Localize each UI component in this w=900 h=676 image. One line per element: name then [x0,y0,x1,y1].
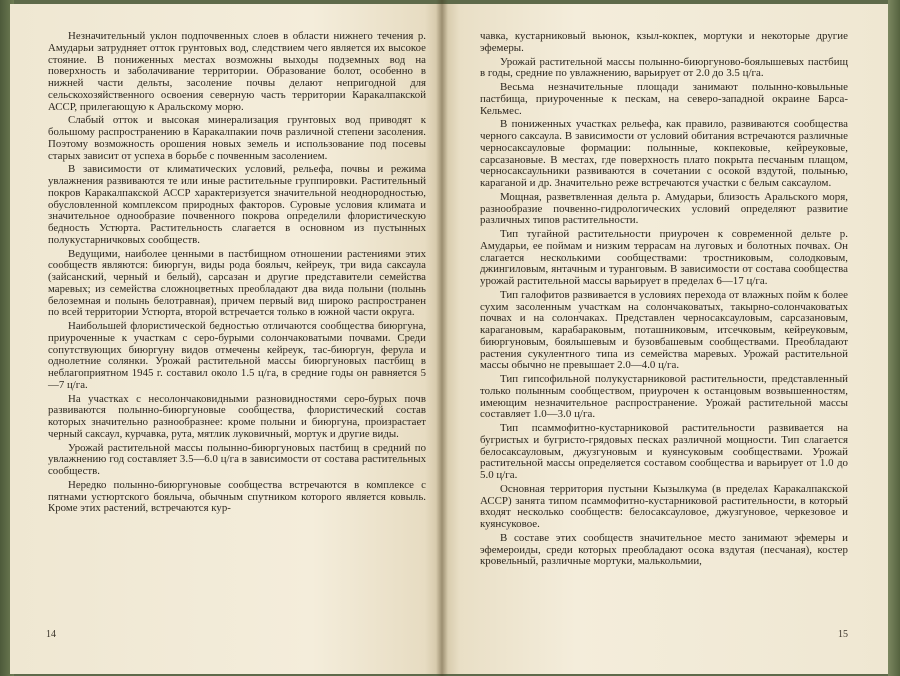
paragraph: Мощная, разветвленная дельта р. Амударьи, близость Аральского моря, разнообразие почвенно-гидрологических условий определяют развитие различных типов растительности. [480,190,848,227]
paragraph: Незначительный уклон подпочвенных слоев в области нижнего течения р. Амударьи затрудняет отток грунтовых вод, следствием чего является их высокое стояние. В пониженных местах возможны выходы подземных вод на поверхность и заболачивание территории. Образование болот, особенно в нижней части дельты, засоление почвы делают непригодной для сельскохозяйственного освоения северную часть территории Каракалпакской АССР, прилегающую к Аральскому морю. [48,30,426,113]
paragraph: Наибольшей флористической бедностью отличаются сообщества биюргуна, приуроченные к участкам с серо-бурыми солончаковатыми почвами. Среди сопутствующих биюргуну видов отмечены кейреук, тас-биюргун, ферула и однолетние солянки. Урожай растительной массы биюргуновых пастбищ в неблагоприятном 1945 г. составил около 1.5 ц/га, в средние годы он равняется 5—7 ц/га. [48,320,426,391]
left-page-text [48,31,426,515]
paragraph: Тип гипсофильной полукустарниковой растительности, представленный только полынным сообществом, приурочен к останцовым возвышенностям, имеющим незначительное распространение. Урожай растительной массы составляет 1.0—3.0 ц/га. [480,373,848,421]
paragraph: Урожай растительной массы полынно-биюргуново-боялышевых пастбищ в годы, средние по увлажнению, варьирует от 2.0 до 3.5 ц/га. [480,55,848,80]
paragraph: Весьма незначительные площади занимают полынно-ковыльные пастбища, приуроченные к пескам, на северо-западной окраине Барса-Кельмес. [480,81,848,117]
right-page-text [480,31,848,568]
page-number: 15 [838,629,848,640]
book-cover-right-edge [888,0,900,676]
paragraph: В составе этих сообществ значительное место занимают эфемеры и эфемероиды, среди которых преобладают осока вздутая (песчаная), костер кровельный, различные мортуки, малькольмии, [480,531,848,568]
paragraph: Тип тугайной растительности приурочен к современной дельте р. Амударьи, ее поймам и низким террасам на луговых и болотных почвах. Он слагается несколькими сообществами: тростниковым, солодковым, джингиловым, янтачным и туранговым. В зависимости от состава сообщества урожай растительной массы варьирует в пределах 6—17 ц/га. [480,228,848,287]
paragraph: Основная территория пустыни Кызылкума (в пределах Каракалпакской АССР) занята типом псаммофитно-кустарниковой растительности, в который входят несколько сообществ: белосаксауловое, джузгуновое, черкезовое и куянсуковое. [480,482,848,530]
paragraph: Тип галофитов развивается в условиях перехода от влажных пойм к более сухим засоленным участкам на солончаковатых, такырно-солончаковатых почвах и на солончаках. Представлен черносаксауловым, сарсазановым, карагановым, карабараковым, поташниковым, итсечковым, кейреуковым, биюргуновым, боялышевым и бузовбашевым сообществами. Преобладают растения сукулентного типа из семейства маревых. Урожай растительной массы обычно не превышает 2.0—4.0 ц/га. [480,288,848,372]
paragraph: В пониженных участках рельефа, как правило, развиваются сообщества черного саксаула. В зависимости от условий обитания встречаются различные черносаксауловые формации: полынные, кокпековые, кейреуковые, сарсазановые. В местах, где поверхность плато покрыта песчаным плащом, черносаксаульники развиваются в сочетании с осокой вздутой, полынью, карaганой и др. Значительно реже встречаются участки с белым саксаулом. [480,118,848,189]
page-number: 14 [46,629,56,640]
paragraph: Слабый отток и высокая минерализация грунтовых вод приводят к большому распространению в Каракалпакии почв различной степени засоления. Поэтому возможность орошения новых земель и использование под посевы старых зависит от успеха в борьбе с почвенным засолением. [48,114,426,162]
right-page [442,4,888,674]
paragraph-continuation: чавка, кустарниковый вьюнок, кзыл-кокпек, мортуки и некоторые другие эфемеры. [480,30,848,54]
paragraph: На участках с несолончаковидными разновидностями серо-бурых почв развиваются полынно-биюргуновые сообщества, флористический состав которых значительно разнообразнее: кроме полыни и биюргуна, произрастает черный саксаул, курчавка, рута, мятлик луковичный, мортук и другие виды. [48,392,426,440]
paragraph: Урожай растительной массы полынно-биюргуновых пастбищ в средний по увлажнению год составляет 3.5—6.0 ц/га в зависимости от состава растительных сообществ. [48,441,426,477]
paragraph: Ведущими, наиболее ценными в пастбищном отношении растениями этих сообществ являются: биюргун, виды рода боялыч, кейреук, три вида саксаула (зайсанский, черный и белый), сарсазан и другие представители семейства маревых; из семейства сложноцветных преобладают два вида полыни (полынь белоземная и полынь белотравная), причем первый вид широко распространен по всей территории Устюрта, второй встречается только в южной части округа. [48,247,426,319]
paragraph: В зависимости от климатических условий, рельефа, почвы и режима увлажнения развиваются те или иные растительные группировки. Растительный покров Каракалпакской АССР характеризуется значительной неоднородностью, обусловленной комплексом природных факторов. Суровые условия климата и значительное однообразие почвенного покрова определили флористическую бедность Устюрта. Растительность слагается в основном из пустынных полукустарничковых сообществ. [48,163,426,246]
left-page [10,4,442,674]
paragraph: Тип псаммофитно-кустарниковой растительности развивается на бугристых и бугристо-грядовых песках различной мощности. Тип слагается белосаксауловым, джузгуновым и куянсуковым сообществами. Урожай растительной массы определяется составом сообщества и варьирует от 1.0 до 5.0 ц/га. [480,422,848,481]
paragraph: Нередко полынно-биюргуновые сообщества встречаются в комплексе с пятнами устюртского боялыча, обычным спутником которого является ковыль. Кроме этих растений, встречаются кур- [48,478,426,515]
